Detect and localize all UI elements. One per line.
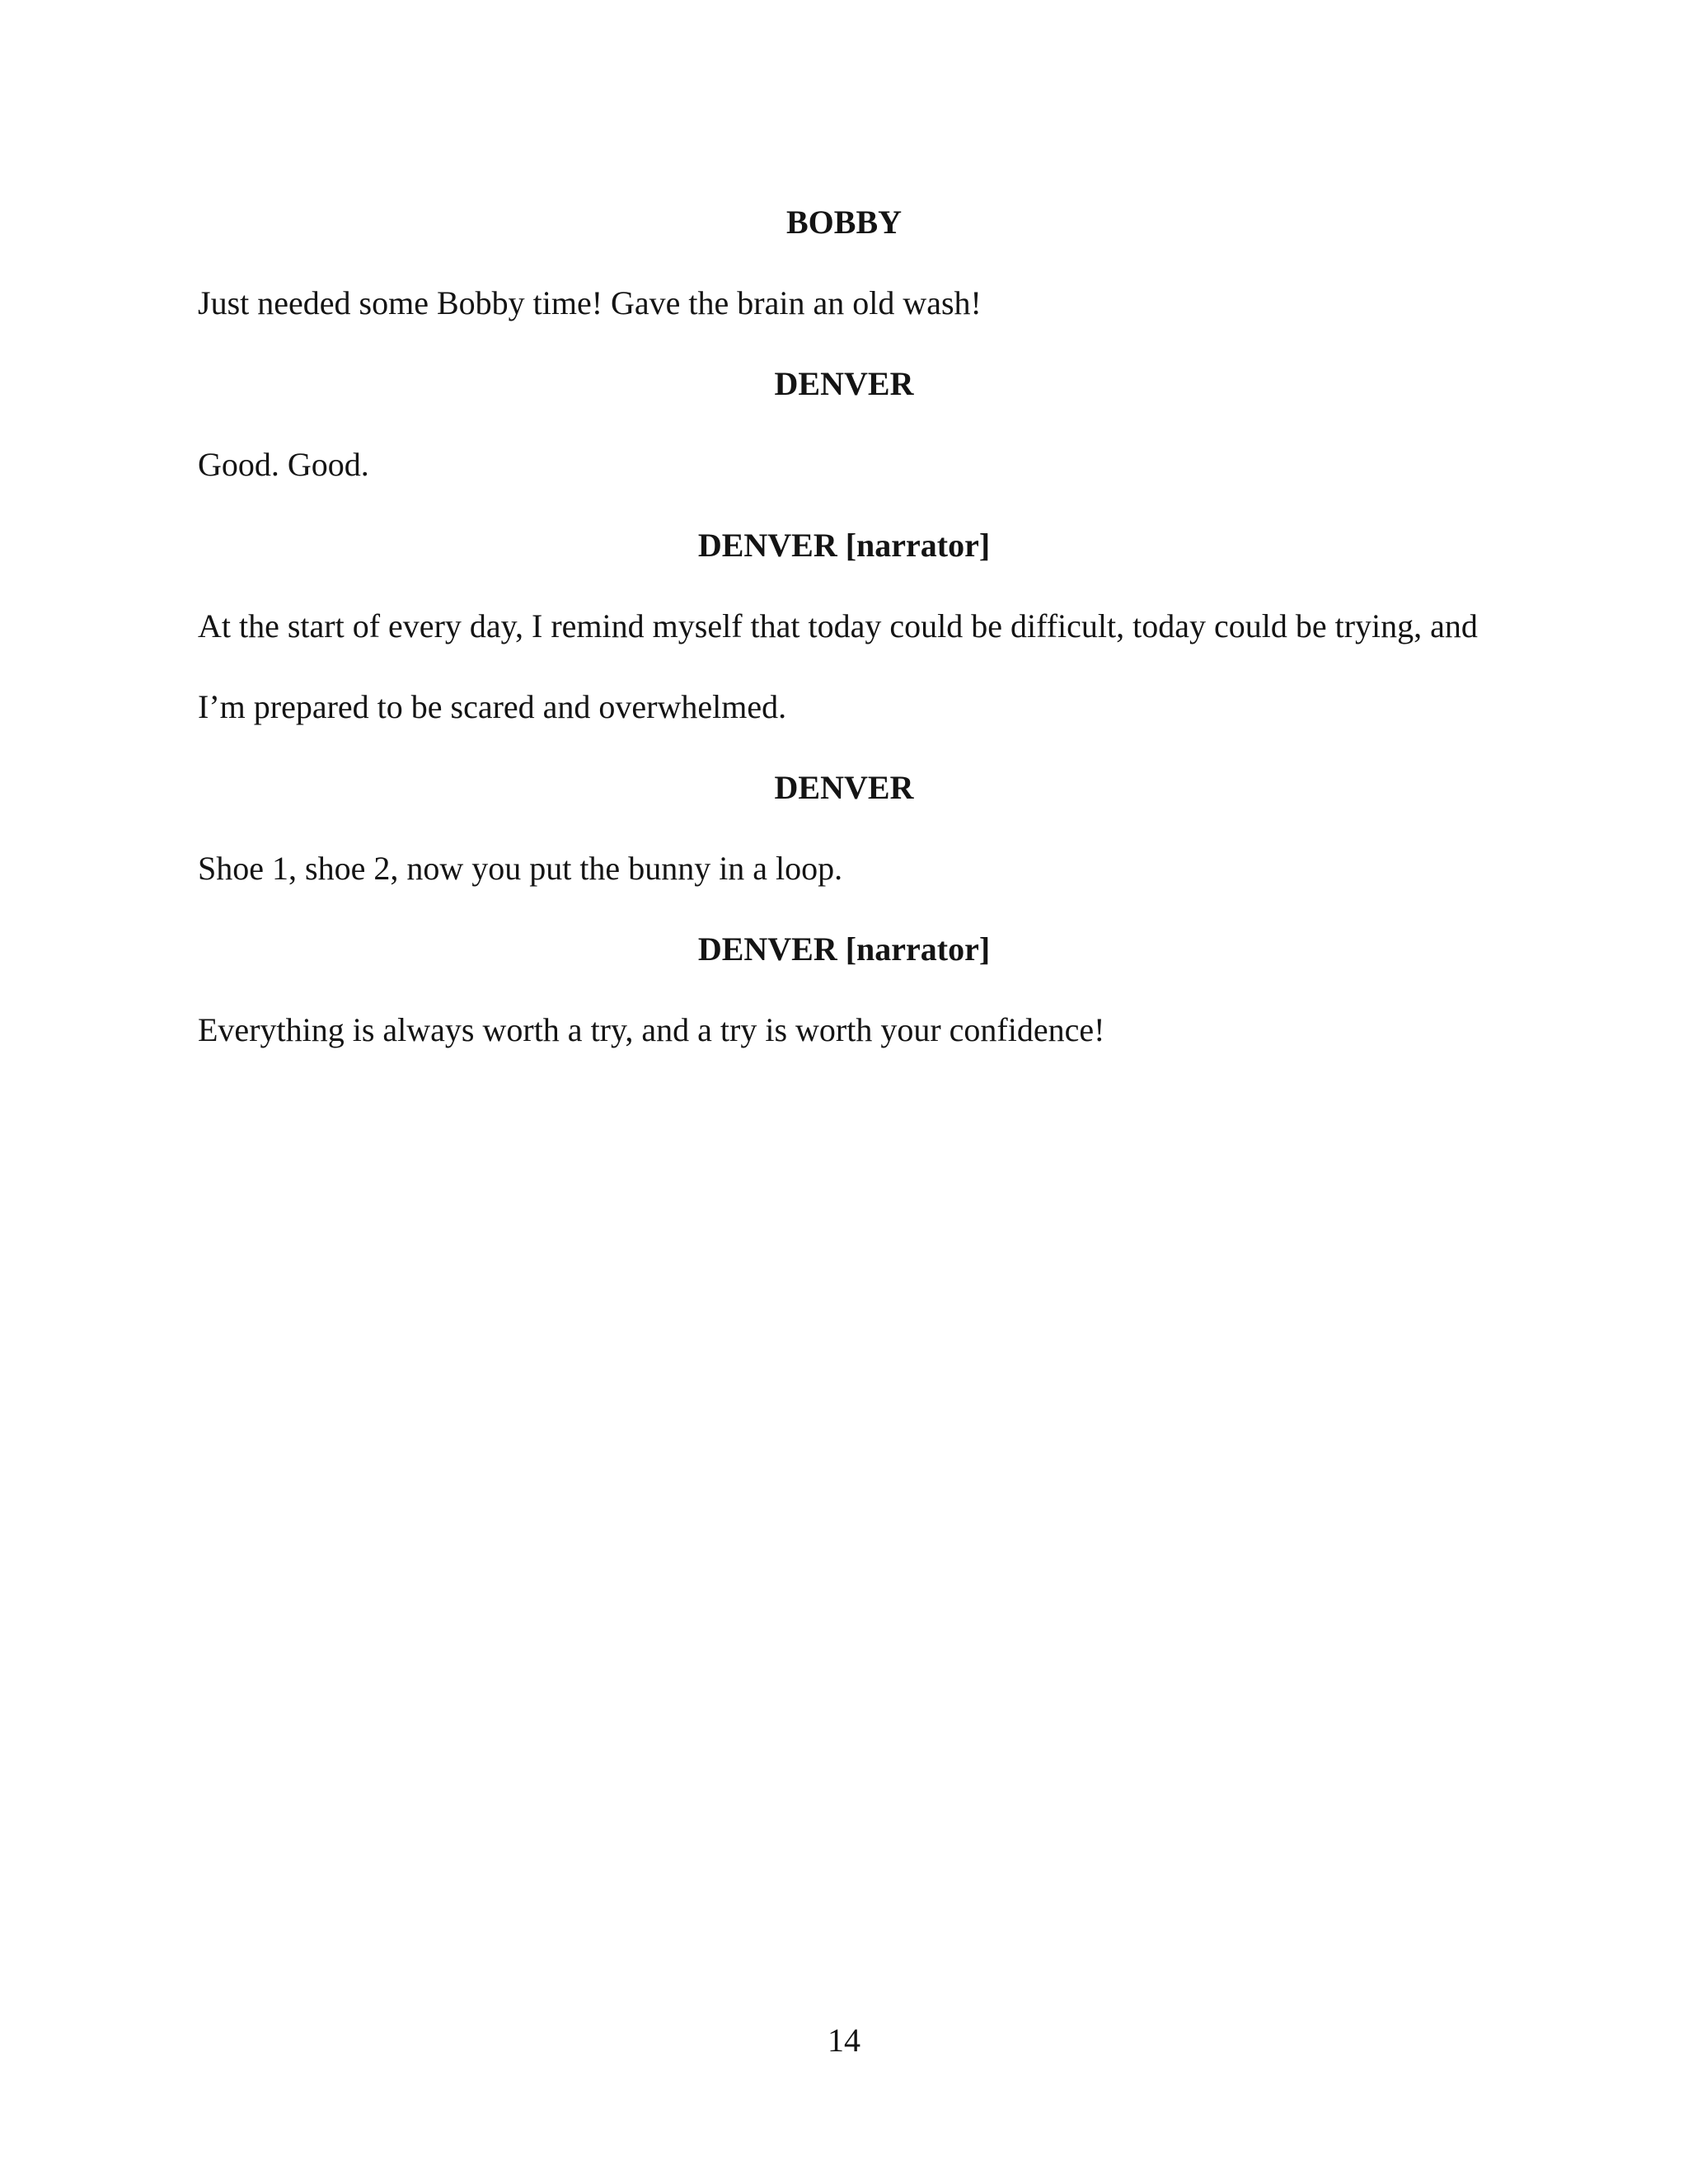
speaker-denver-narrator: DENVER [narrator]	[697, 930, 991, 968]
dialogue-line: Shoe 1, shoe 2, now you put the bunny in a loop.	[198, 850, 843, 887]
speaker-denver: DENVER	[774, 769, 914, 806]
page-number: 14	[828, 2022, 860, 2059]
dialogue-line: At the start of every day, I remind myself that today could be difficult, today could be trying, and	[198, 607, 1478, 644]
dialogue-line: Just needed some Bobby time! Gave the brain an old wash!	[198, 284, 982, 321]
dialogue-line: I’m prepared to be scared and overwhelmed.	[198, 688, 787, 725]
speaker-denver-narrator: DENVER [narrator]	[697, 527, 991, 564]
speaker-denver: DENVER	[774, 365, 914, 402]
dialogue-line: Good. Good.	[198, 446, 369, 483]
dialogue-line: Everything is always worth a try, and a try is worth your confidence!	[198, 1011, 1105, 1048]
speaker-bobby: BOBBY	[785, 204, 903, 241]
